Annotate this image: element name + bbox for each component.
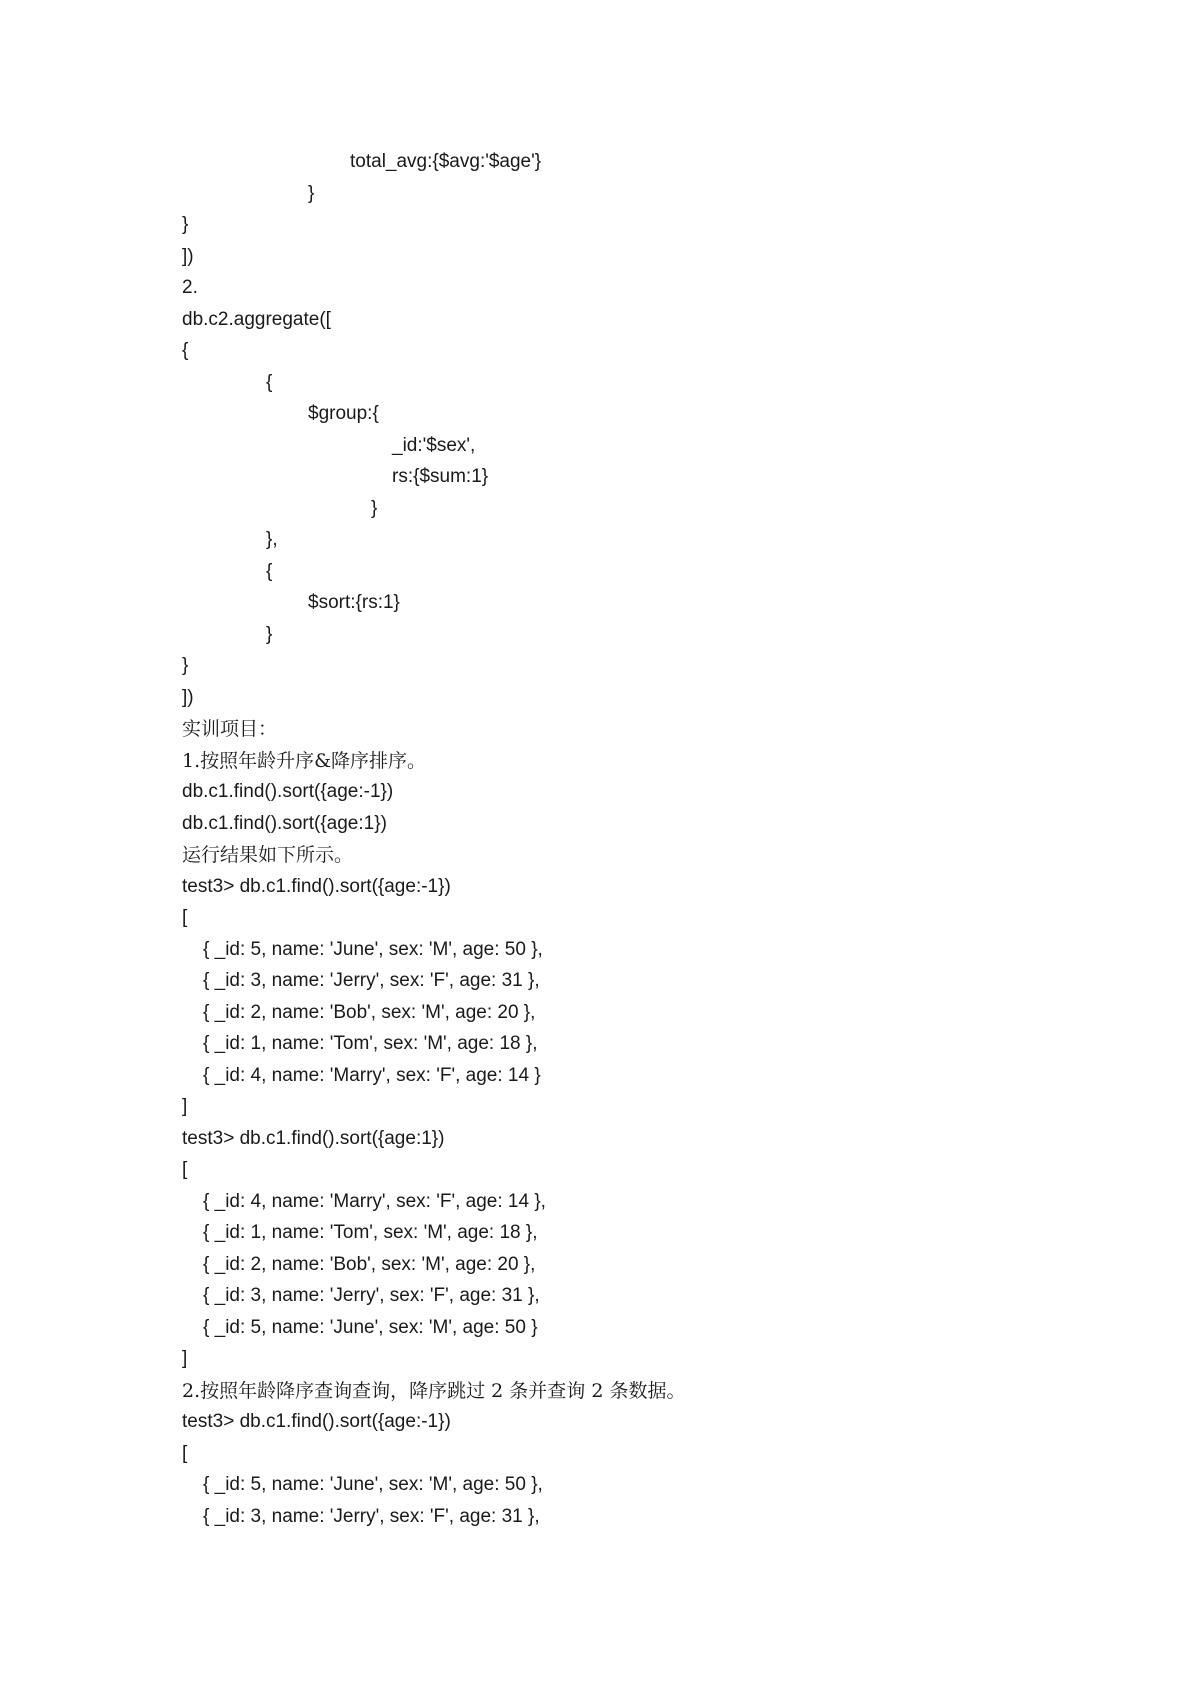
text-line: 实训项目： xyxy=(182,718,278,740)
text-line: { xyxy=(266,371,273,393)
text-line: { _id: 2, name: 'Bob', sex: 'M', age: 20 }, xyxy=(203,1001,536,1023)
text-line: total_avg:{$avg:'$age'} xyxy=(350,151,542,172)
text-line: { _id: 5, name: 'June', sex: 'M', age: 50 } xyxy=(203,1316,538,1338)
text-line: ]) xyxy=(182,245,194,267)
text-line: } xyxy=(182,655,189,676)
text-line: _id:'$sex', xyxy=(392,434,476,456)
text-line: 2.按照年龄降序查询查询，降序跳过 2 条并查询 2 条数据。 xyxy=(182,1379,686,1402)
text-line: { _id: 1, name: 'Tom', sex: 'M', age: 18 }, xyxy=(203,1033,538,1054)
text-line: { _id: 5, name: 'June', sex: 'M', age: 50 }, xyxy=(203,1474,543,1495)
text-line: [ xyxy=(182,907,188,928)
text-line: ] xyxy=(182,1096,188,1117)
text-line: test3> db.c1.find().sort({age:-1}) xyxy=(182,1411,451,1432)
text-line: 2. xyxy=(182,277,198,298)
text-line: db.c2.aggregate([ xyxy=(182,308,331,330)
text-line: } xyxy=(266,623,273,645)
text-line: $group:{ xyxy=(308,403,379,424)
text-line: db.c1.find().sort({age:-1}) xyxy=(182,781,394,802)
text-line: ] xyxy=(182,1348,188,1369)
text-line: { _id: 4, name: 'Marry', sex: 'F', age: 14 }, xyxy=(203,1190,546,1212)
text-line: } xyxy=(308,182,315,204)
text-line: 运行结果如下所示。 xyxy=(182,844,354,866)
text-line: [ xyxy=(182,1159,188,1180)
text-line: { xyxy=(182,340,189,361)
text-line: { _id: 3, name: 'Jerry', sex: 'F', age: 31 }, xyxy=(203,1285,540,1306)
text-line: { _id: 1, name: 'Tom', sex: 'M', age: 18 }, xyxy=(203,1222,538,1243)
text-line: }, xyxy=(266,529,278,550)
text-line: ]) xyxy=(182,686,194,708)
text-line: test3> db.c1.find().sort({age:-1}) xyxy=(182,875,451,897)
text-line: [ xyxy=(182,1442,188,1464)
text-line: { _id: 3, name: 'Jerry', sex: 'F', age: 31 }, xyxy=(203,970,540,991)
text-line: { _id: 5, name: 'June', sex: 'M', age: 50 }, xyxy=(203,938,543,960)
text-line: } xyxy=(371,497,378,519)
text-line: { _id: 3, name: 'Jerry', sex: 'F', age: 31 }, xyxy=(203,1505,540,1527)
text-line: } xyxy=(182,214,189,235)
text-line: 1.按照年龄升序&降序排序。 xyxy=(182,749,427,772)
text-line: rs:{$sum:1} xyxy=(392,466,489,487)
text-line: $sort:{rs:1} xyxy=(308,592,400,613)
text-line: { _id: 2, name: 'Bob', sex: 'M', age: 20 }, xyxy=(203,1253,536,1275)
text-line: db.c1.find().sort({age:1}) xyxy=(182,812,387,834)
text-line: test3> db.c1.find().sort({age:1}) xyxy=(182,1127,445,1149)
text-line: { xyxy=(266,560,273,582)
text-line: { _id: 4, name: 'Marry', sex: 'F', age: 14 } xyxy=(203,1064,541,1086)
